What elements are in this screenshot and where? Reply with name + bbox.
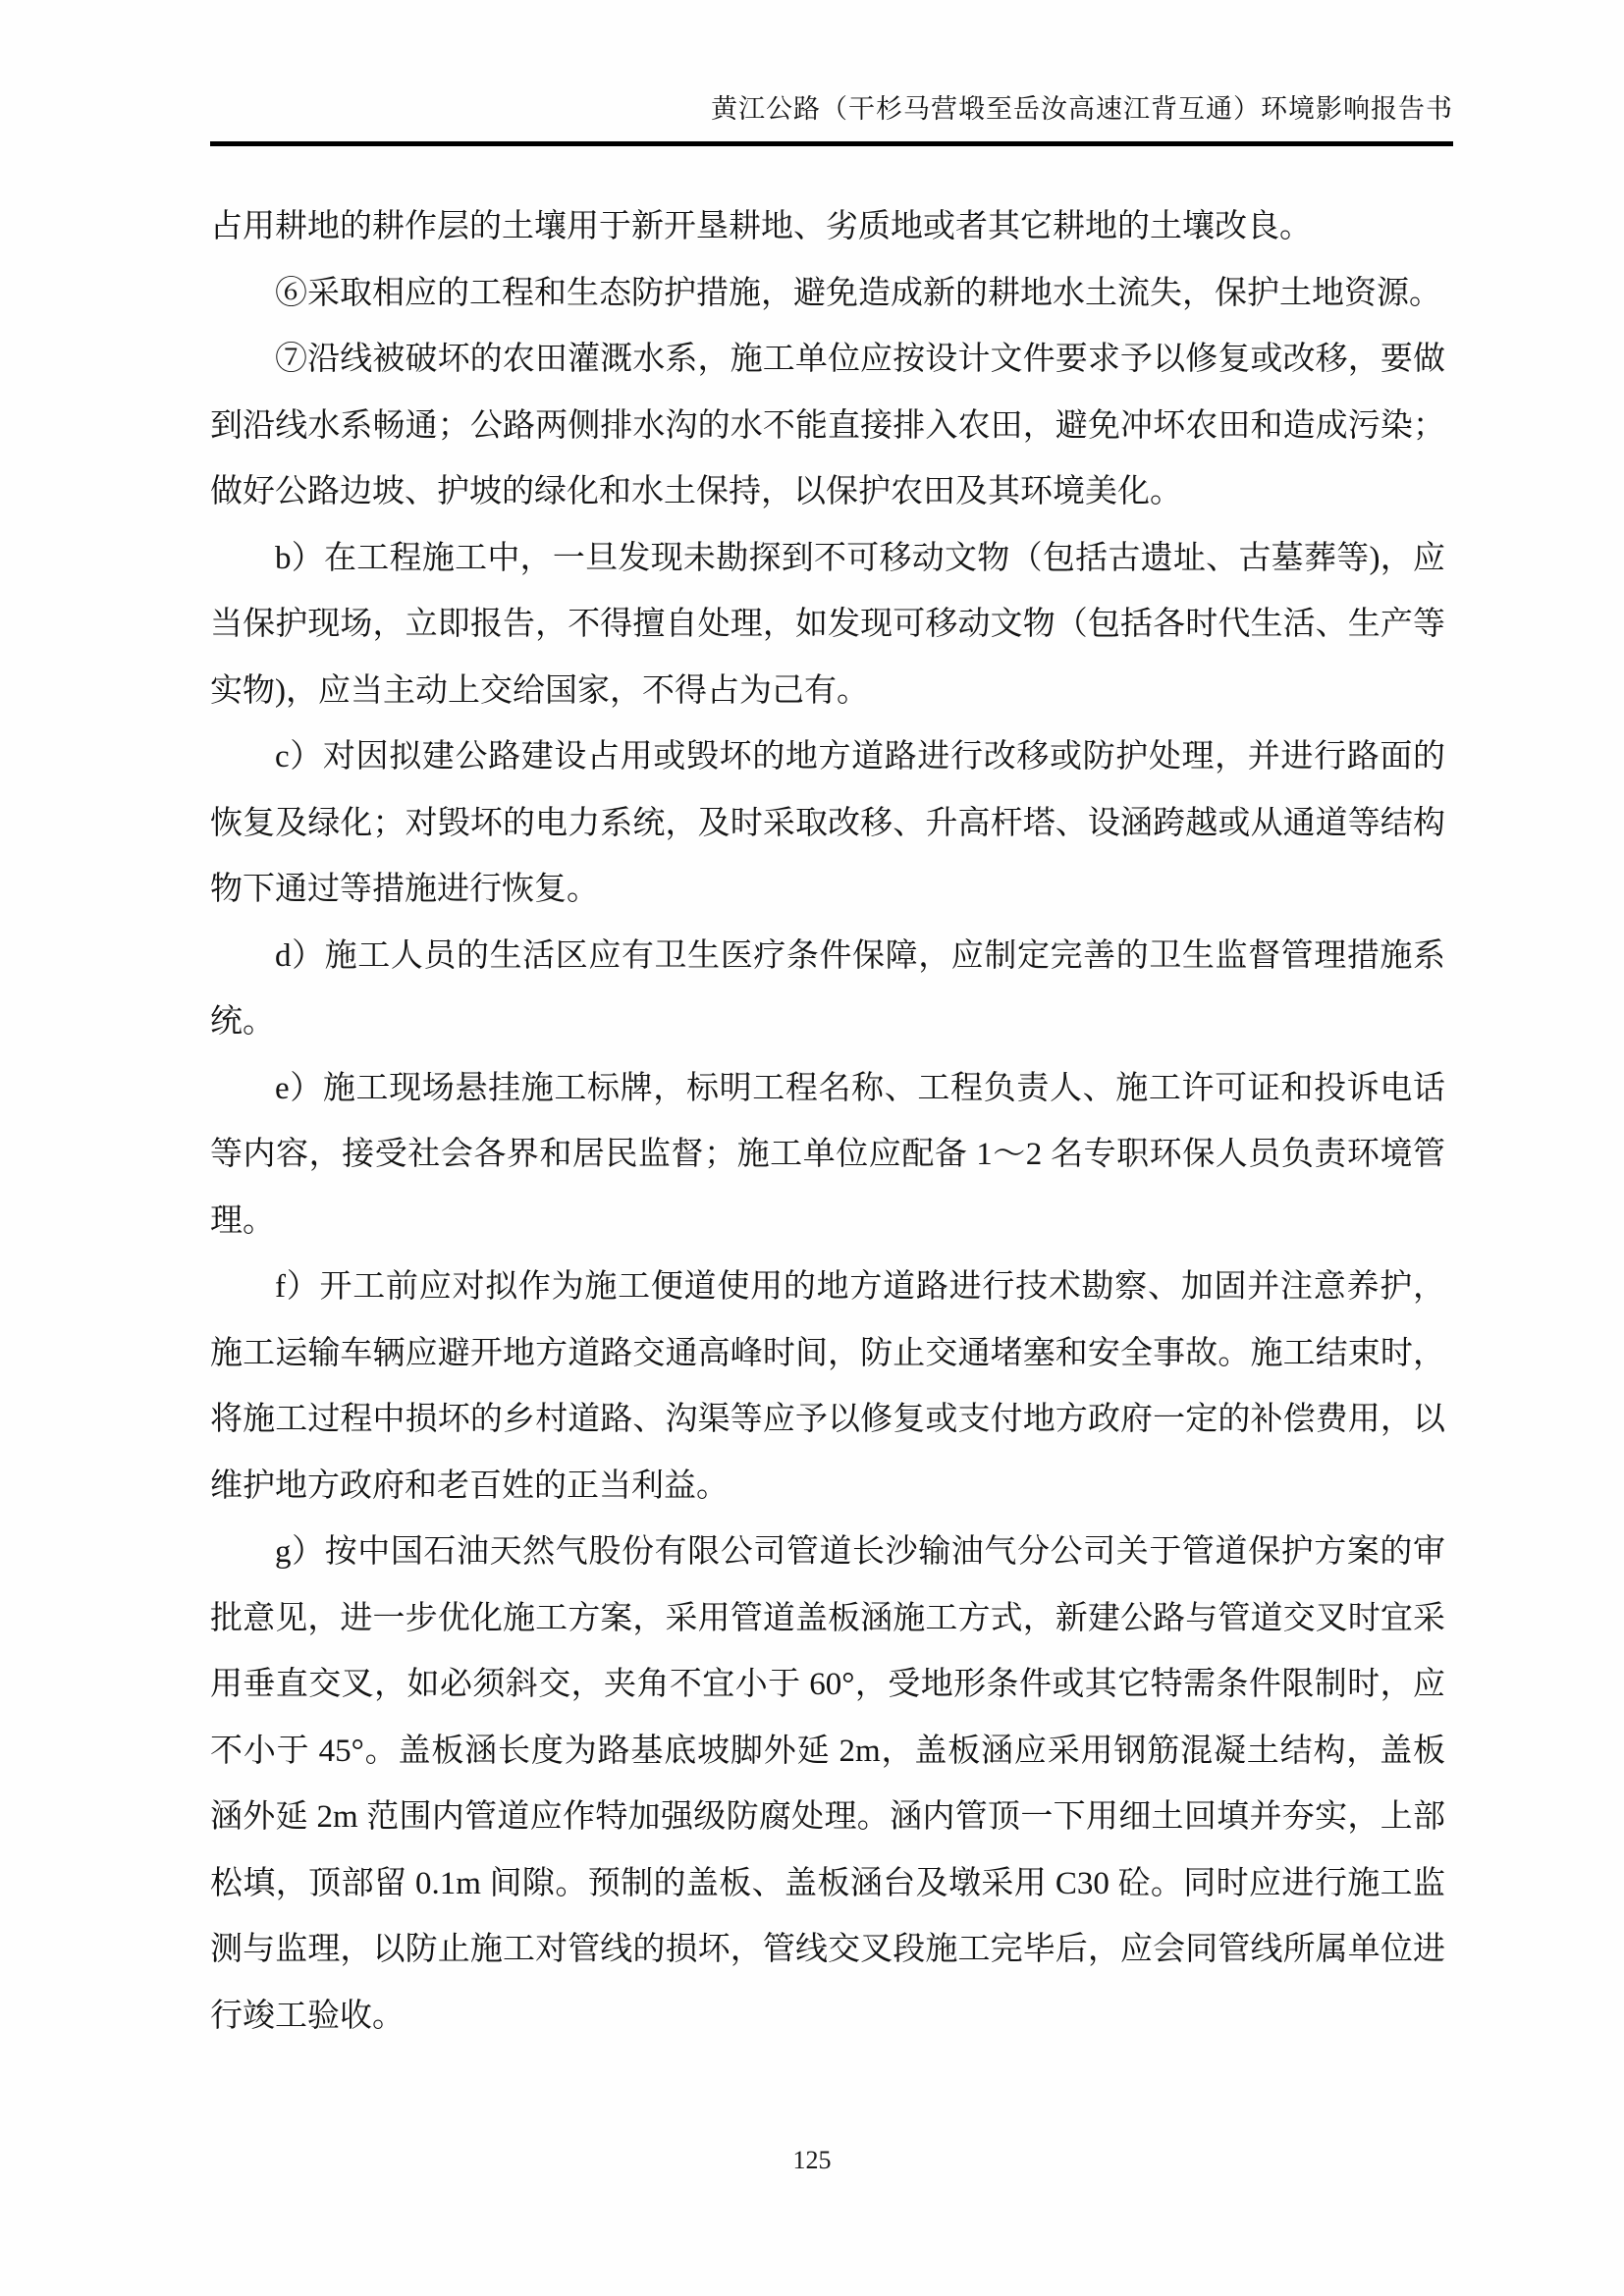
body-paragraph-continuation: 占用耕地的耕作层的土壤用于新开垦耕地、劣质地或者其它耕地的土壤改良。 xyxy=(210,209,1312,244)
body-paragraph-item-6: ⑥采取相应的工程和生态防护措施，避免造成新的耕地水土流失，保护土地资源。 xyxy=(275,275,1441,311)
body-paragraph-f: f）开工前应对拟作为施工便道使用的地方道路进行技术勘察、加固并注意养护，施工运输车辆应避开地方道路交通高峰时间，防止交通堵塞和安全事故。施工结束时，将施工过程中损坏的乡村道路、沟渠等应予以修复或支付地方政府一定的补偿费用，以维护地方政府和老百姓的正当利益。 xyxy=(210,1269,1445,1504)
body-paragraph-e: e）施工现场悬挂施工标牌，标明工程名称、工程负责人、施工许可证和投诉电话等内容，接受社会各界和居民监督；施工单位应配备 1～2 名专职环保人员负责环境管理。 xyxy=(210,1070,1445,1239)
document-body xyxy=(210,194,1445,2050)
page-header xyxy=(210,92,1453,146)
page-number: 125 xyxy=(792,2146,832,2174)
header-rule xyxy=(210,141,1453,146)
body-paragraph-item-7: ⑦沿线被破坏的农田灌溉水系，施工单位应按设计文件要求予以修复或改移，要做到沿线水系畅通；公路两侧排水沟的水不能直接排入农田，避免冲坏农田和造成污染；做好公路边坡、护坡的绿化和水土保持，以保护农田及其环境美化。 xyxy=(210,342,1445,509)
body-paragraph-g: g）按中国石油天然气股份有限公司管道长沙输油气分公司关于管道保护方案的审批意见，进一步优化施工方案，采用管道盖板涵施工方式，新建公路与管道交叉时宜采用垂直交叉，如必须斜交，夹角不宜小于 60°，受地形条件或其它特需条件限制时，应不小于 45°。盖板涵长度为路基底坡脚外延 2m，盖板涵应采用钢筋混凝土结构，盖板涵外延 2m 范围内管道应作特加强级防腐处理。涵内管顶一下用细土回填并夯实，上部松填，顶部留 0.1m 间隙。预制的盖板、盖板涵台及墩采用 C30 砼。同时应进行施工监测与监理，以防止施工对管线的损坏，管线交叉段施工完毕后，应会同管线所属单位进行竣工验收。 xyxy=(210,1534,1445,2034)
body-paragraph-b: b）在工程施工中，一旦发现未勘探到不可移动文物（包括古遗址、古墓葬等)，应当保护现场，立即报告，不得擅自处理，如发现可移动文物（包括各时代生活、生产等实物)，应当主动上交给国家，不得占为己有。 xyxy=(210,540,1445,709)
body-paragraph-d: d）施工人员的生活区应有卫生医疗条件保障，应制定完善的卫生监督管理措施系统。 xyxy=(210,937,1445,1040)
header-title: 黄江公路（干杉马营塅至岳汝高速江背互通）环境影响报告书 xyxy=(711,94,1453,124)
body-paragraph-c: c）对因拟建公路建设占用或毁坏的地方道路进行改移或防护处理，并进行路面的恢复及绿化；对毁坏的电力系统，及时采取改移、升高杆塔、设涵跨越或从通道等结构物下通过等措施进行恢复。 xyxy=(210,739,1445,907)
